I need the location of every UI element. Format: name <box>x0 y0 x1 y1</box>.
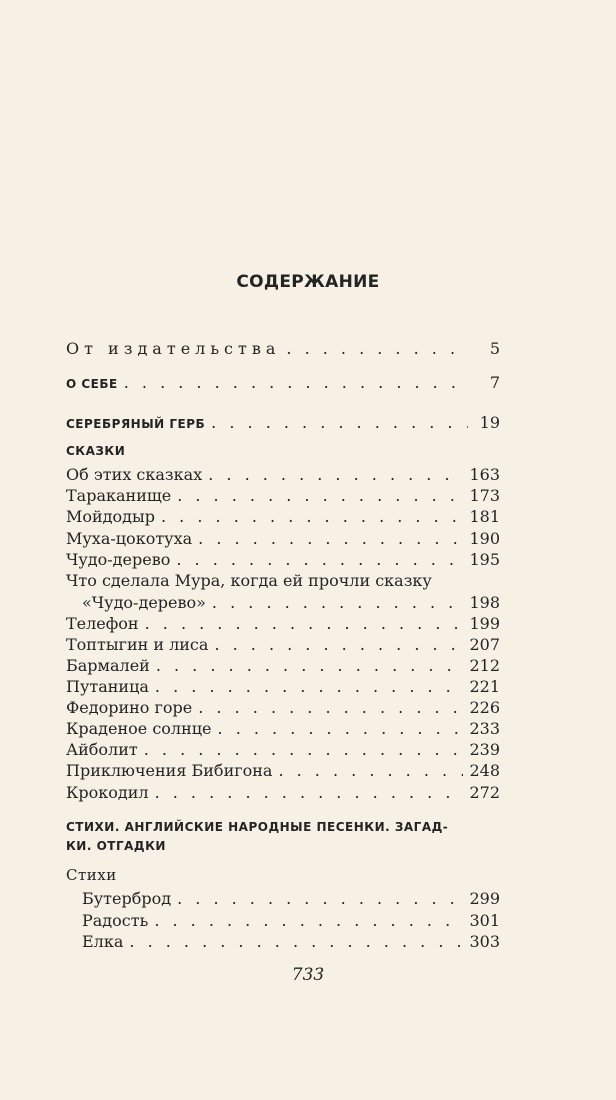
toc-entry-page: 19 <box>479 413 500 432</box>
section-heading-stihi <box>66 818 506 856</box>
page-number: 733 <box>291 965 325 985</box>
leader-dots <box>155 676 464 698</box>
toc-entry[interactable] <box>66 676 500 698</box>
toc-entry-label: Телефон <box>66 614 139 633</box>
leader-dots <box>156 655 464 677</box>
leader-dots <box>212 592 464 614</box>
toc-entry-page: 163 <box>469 465 500 484</box>
toc-entry-label-line1: Что сделала Мура, когда ей прочли сказку <box>66 571 432 590</box>
toc-entry-label: Приключения Бибигона <box>66 761 273 780</box>
toc-entry-label: Елка <box>82 932 124 951</box>
toc-entry-page: 212 <box>469 656 500 675</box>
toc-entry-label: Краденое солнце <box>66 719 212 738</box>
toc-entry-page: 207 <box>469 635 500 654</box>
toc-entry-page: 195 <box>469 550 500 569</box>
toc-entry-label: Айболит <box>66 740 138 759</box>
toc-entry-label-line2: «Чудо-дерево» <box>82 593 206 612</box>
section-heading-skazki: СКАЗКИ <box>66 444 126 458</box>
toc-entry-page: 226 <box>469 698 500 717</box>
toc-entry[interactable] <box>82 888 500 910</box>
toc-entry-page: 233 <box>469 719 500 738</box>
leader-dots <box>208 464 463 486</box>
toc-entry-multiline[interactable] <box>82 592 500 614</box>
toc-entry-page: 5 <box>489 339 500 358</box>
leader-dots <box>129 931 463 953</box>
toc-entry[interactable] <box>66 760 500 782</box>
toc-entry[interactable] <box>66 718 500 740</box>
toc-entry[interactable] <box>66 782 500 804</box>
leader-dots <box>198 697 463 719</box>
toc-entry[interactable] <box>66 634 500 656</box>
toc-entry-label: Тараканище <box>66 486 172 505</box>
toc-entry-label: Бармалей <box>66 656 150 675</box>
toc-entry-page: 239 <box>469 740 500 759</box>
toc-entry-label: Муха-цокотуха <box>66 529 193 548</box>
toc-entry-page: 190 <box>469 529 500 548</box>
leader-dots <box>144 739 464 761</box>
toc-entry-label: СЕРЕБРЯНЫЙ ГЕРБ <box>66 417 206 431</box>
leader-dots <box>176 549 463 571</box>
leader-dots <box>214 634 463 656</box>
toc-entry[interactable] <box>66 697 500 719</box>
toc-entry-label: Чудо-дерево <box>66 550 171 569</box>
toc-entry-page: 7 <box>489 373 500 392</box>
leader-dots <box>177 888 463 910</box>
section-heading-line: КИ. ОТГАДКИ <box>66 839 166 853</box>
leader-dots <box>278 760 463 782</box>
toc-entry-page: 173 <box>469 486 500 505</box>
toc-entry-label: Об этих сказках <box>66 465 203 484</box>
toc-entry[interactable] <box>66 613 500 635</box>
toc-entry[interactable] <box>66 739 500 761</box>
toc-entry[interactable] <box>66 464 500 486</box>
toc-entry-label: Мойдодыр <box>66 507 155 526</box>
toc-entry[interactable] <box>82 910 500 932</box>
leader-dots <box>145 613 464 635</box>
leader-dots <box>177 485 463 507</box>
toc-entry-label: Радость <box>82 911 149 930</box>
toc-entry[interactable] <box>66 549 500 571</box>
toc-entry-from-publisher[interactable] <box>66 338 500 360</box>
toc-entry-label: Путаница <box>66 677 149 696</box>
leader-dots <box>286 338 468 360</box>
leader-dots <box>198 528 463 550</box>
toc-entry[interactable] <box>66 485 500 507</box>
toc-entry-label: Топтыгин и лиса <box>66 635 209 654</box>
section-heading-line: СТИХИ. АНГЛИЙСКИЕ НАРОДНЫЕ ПЕСЕНКИ. ЗАГАД- <box>66 820 449 834</box>
toc-entry-label: О СЕБЕ <box>66 377 118 391</box>
leader-dots <box>161 506 463 528</box>
toc-entry[interactable] <box>66 655 500 677</box>
leader-dots <box>211 412 468 434</box>
toc-entry-label: Бутерброд <box>82 889 172 908</box>
page-title: СОДЕРЖАНИЕ <box>236 272 380 292</box>
subsection-heading: Стихи <box>66 866 117 884</box>
leader-dots <box>154 910 463 932</box>
toc-entry-label: От издательства <box>66 339 281 358</box>
toc-entry-page: 303 <box>469 932 500 951</box>
leader-dots <box>218 718 464 740</box>
toc-entry[interactable] <box>66 528 500 550</box>
toc-entry-page: 248 <box>469 761 500 780</box>
toc-entry-label: Крокодил <box>66 783 149 802</box>
toc-entry-page: 199 <box>469 614 500 633</box>
toc-entry-about-myself[interactable] <box>66 372 500 394</box>
toc-entry[interactable] <box>66 506 500 528</box>
leader-dots <box>124 372 468 394</box>
leader-dots <box>155 782 464 804</box>
toc-entry-page: 181 <box>469 507 500 526</box>
toc-entry-page: 221 <box>469 677 500 696</box>
toc-entry-label: Федорино горе <box>66 698 193 717</box>
toc-entry[interactable] <box>82 931 500 953</box>
toc-entry-page: 198 <box>469 593 500 612</box>
toc-entry-page: 299 <box>469 889 500 908</box>
toc-entry-page: 272 <box>469 783 500 802</box>
toc-entry-page: 301 <box>469 911 500 930</box>
toc-entry-silver-crest[interactable] <box>66 412 500 434</box>
